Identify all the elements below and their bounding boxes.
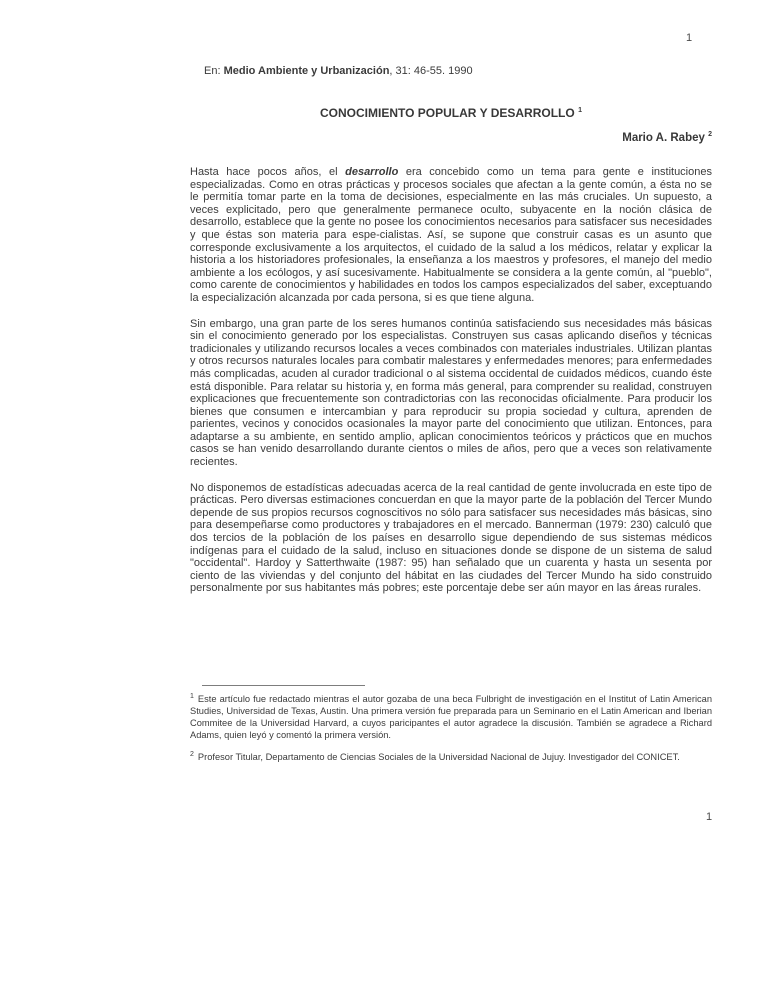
paragraph-1-text-before-emphasis: Hasta hace pocos años, el [190, 166, 346, 178]
footnote-1 [190, 693, 712, 741]
article-body [190, 166, 712, 608]
body-paragraph-2: Sin embargo, una gran parte de los seres humanos continúa satisfaciendo sus necesidades más básicas sin el conocimiento generado por los especialistas. Construyen sus casas aplicando diseños y técnicas tradicionales y utilizando recursos locales a veces combinados con materiales industriales. Utilizan plantas y otros recursos naturales locales para combatir malestares y enfermedades menores; para enfermedades más complicadas, acuden al curador tradicional o al sistema occidental de cuidados médicos, cuando éste está disponible. Para relatar su historia y, en forma más general, para comprender su realidad, construyen explicaciones que frecuentemente son contradictorias con las reconocidas oficialmente. Para producir los bienes que consumen e intercambian y para reproducir su propia sociedad y cultura, aprenden de parientes, vecinos y conocidos ocasionales la mayor parte del conocimiento que utilizan. Entonces, para adaptarse a su ambiente, en sentido amplio, aplican conocimientos teóricos y prácticos que en muchos casos se han venido desarrollando durante cientos o miles de años, pero que a veces son relativamente recientes. [190, 317, 712, 469]
page-number-bottom: 1 [706, 811, 713, 823]
citation-line [204, 65, 712, 77]
citation-suffix: , 31: 46-55. 1990 [389, 65, 473, 77]
footnote-2-text: Profesor Titular, Departamento de Ciencias Sociales de la Universidad Nacional de Jujuy. Investigador del CONICET. [197, 752, 680, 762]
citation-journal-title: Medio Ambiente y Urbanización [223, 65, 390, 77]
article-title-text: CONOCIMIENTO POPULAR Y DESARROLLO [320, 106, 575, 120]
author-name: Mario A. Rabey [622, 132, 705, 144]
title-footnote-ref: 1 [578, 107, 582, 114]
author-line [190, 132, 712, 144]
footnote-1-marker: 1 [190, 692, 194, 700]
article-title [190, 106, 712, 120]
body-paragraph-3: No disponemos de estadísticas adecuadas acerca de la real cantidad de gente involucrada en este tipo de prácticas. Pero diversas estimaciones concuerdan en que la mayor parte de la población del Tercer Mundo depende de sus propios recursos cognoscitivos no sólo para satisfacer sus necesidades más básicas, sino para desempeñarse como productores y trabajadores en el mercado. Bannerman (1979: 230) calculó que dos tercios de la población de los países en desarrollo sigue dependiendo de sus sistemas médicos indígenas para el cuidado de la salud, incluso en situaciones donde se dispone de un sistema de salud "occidental". Hardoy y Satterthwaite (1987: 95) han señalado que un cuarenta y hasta un sesenta por ciento de las viviendas y del conjunto del hábitat en las ciudades del Tercer Mundo ha sido construido personalmente por sus habitantes más pobres; este porcentaje debe ser aún mayor en las áreas rurales. [190, 481, 712, 595]
citation-prefix: En: [204, 65, 224, 77]
footnote-1-text: Este artículo fue redactado mientras el autor gozaba de una beca Fulbright de investigación en el Institut of Latin American Studies, Universidad de Texas, Austin. Una primera versión fue preparada para un Seminario en el Latin American and Iberian Commitee de la Universidad Harvard, a cuyos paricipantes el autor agradece la discusión. También se agradece a Richard Adams, quien leyó y comentó la primera versión. [190, 694, 712, 740]
footnotes-section [190, 680, 712, 773]
author-footnote-ref: 2 [708, 131, 712, 139]
paragraph-1-text-after-emphasis: era concebido como un tema para gente e instituciones especializadas. Como en otras prácticas y procesos sociales que afectan a la gente común, a ésta no se le permitía tomar parte en la toma de decisiones, especialmente en las más cruciales. Un supuesto, a veces explicitado, pero que generalmente permanece oculto, subyacente en la noción clásica de desarrollo, establece que la gente no posee los conocimientos necesarios para satisfacer sus necesidades y que éstas son materia para espe-cialistas. Así, se supone que construir casas es un asunto que corresponde exclusivamente a los arquitectos, el cuidado de la salud a los médicos, relatar y explicar la historia a los historiadores profesionales, la enseñanza a los maestros y profesores, el manejo del medio ambiente a los ecólogos, y así sucesivamente. Habitualmente se considera a la gente común, al "pueblo", como carente de conocimientos y habilidades en todos los campos especializados del saber, exceptuando la especialización alcanzada por cada persona, si es que tiene alguna. [190, 166, 712, 304]
page-number-top: 1 [686, 32, 693, 44]
footnote-separator-rule [202, 685, 365, 686]
paragraph-1-emphasis-word: desarrollo [345, 166, 399, 178]
footnote-2 [190, 751, 712, 763]
footnote-2-marker: 2 [190, 750, 194, 758]
body-paragraph-1 [190, 166, 712, 305]
